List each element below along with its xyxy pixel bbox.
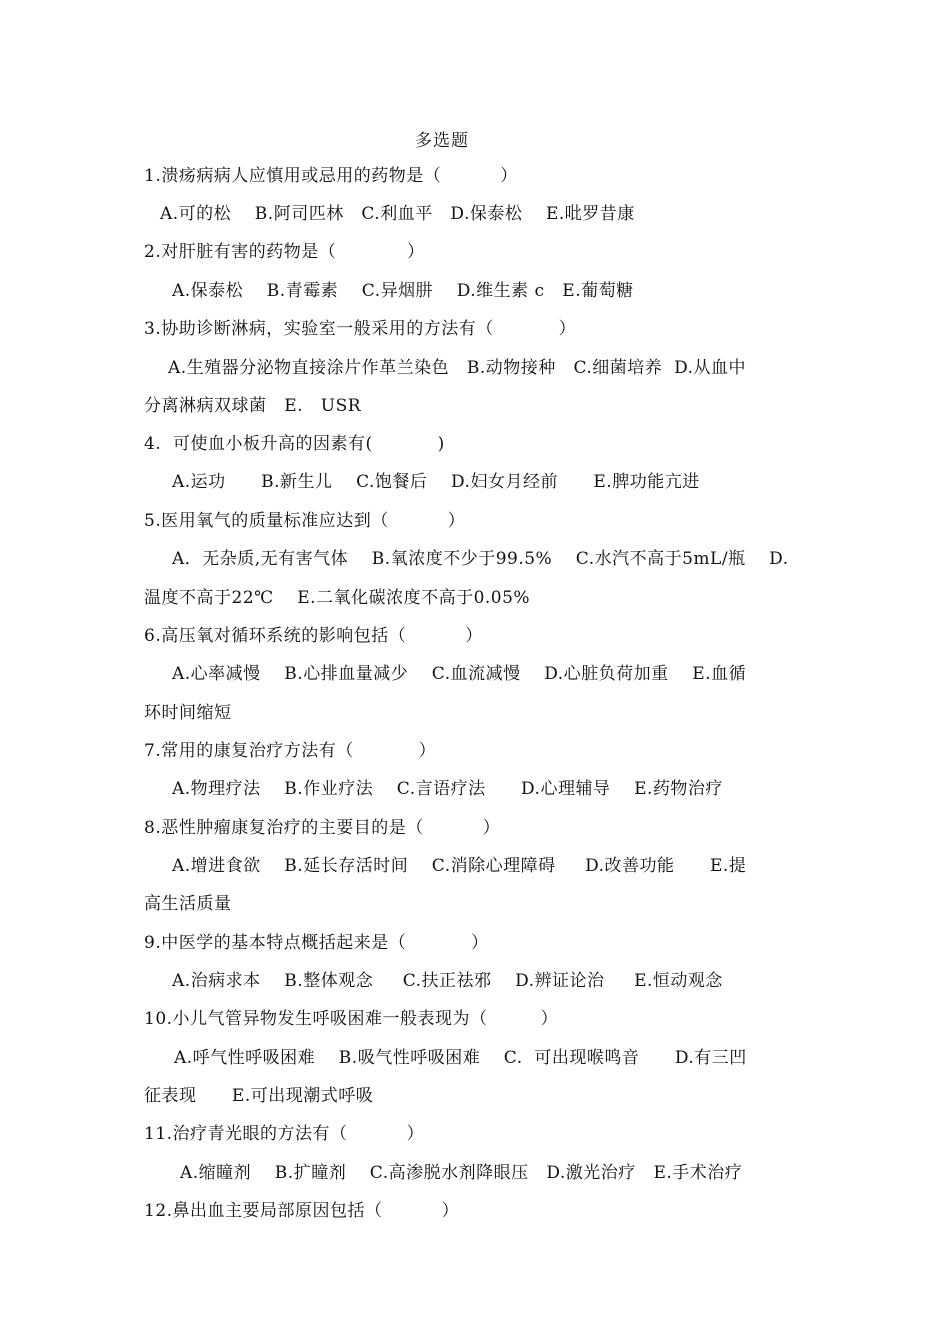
question-10-options: A.呼气性呼吸困难 B.吸气性呼吸困难 C. 可出现喉鸣音 D.有三凹 bbox=[174, 1048, 747, 1068]
question-8-options-cont: 高生活质量 bbox=[144, 894, 232, 914]
question-2: 2.对肝脏有害的药物是（ ） bbox=[144, 242, 425, 262]
question-4: 4. 可使血小板升高的因素有( ) bbox=[144, 434, 445, 454]
question-3-options: A.生殖器分泌物直接涂片作革兰染色 B.动物接种 C.细菌培养 D.从血中 bbox=[168, 358, 747, 378]
question-11-options: A.缩瞳剂 B.扩瞳剂 C.高渗脱水剂降眼压 D.激光治疗 E.手术治疗 bbox=[180, 1163, 743, 1183]
question-5: 5.医用氧气的质量标准应达到（ ） bbox=[144, 511, 466, 531]
question-7-options: A.物理疗法 B.作业疗法 C.言语疗法 D.心理辅导 E.药物治疗 bbox=[172, 779, 723, 799]
question-2-options: A.保泰松 B.青霉素 C.异烟肼 D.维生素 c E.葡萄糖 bbox=[172, 281, 634, 301]
question-4-options: A.运功 B.新生儿 C.饱餐后 D.妇女月经前 E.脾功能亢进 bbox=[172, 472, 700, 492]
page-title: 多选题 bbox=[415, 131, 469, 151]
question-3: 3.协助诊断淋病，实验室一般采用的方法有（ ） bbox=[144, 319, 577, 339]
question-10-options-cont: 征表现 E.可出现潮式呼吸 bbox=[144, 1086, 374, 1106]
question-12: 12.鼻出血主要局部原因包括（ ） bbox=[144, 1201, 460, 1221]
question-9-options: A.治病求本 B.整体观念 C.扶正祛邪 D.辨证论治 E.恒动观念 bbox=[172, 971, 723, 991]
question-1-options: A.可的松 B.阿司匹林 C.利血平 D.保泰松 E.吡罗昔康 bbox=[160, 204, 635, 224]
question-7: 7.常用的康复治疗方法有（ ） bbox=[144, 741, 437, 761]
question-9: 9.中医学的基本特点概括起来是（ ） bbox=[144, 933, 489, 953]
question-8-options: A.增进食欲 B.延长存活时间 C.消除心理障碍 D.改善功能 E.提 bbox=[172, 856, 747, 876]
question-8: 8.恶性肿瘤康复治疗的主要目的是（ ） bbox=[144, 818, 501, 838]
question-10: 10.小儿气管异物发生呼吸困难一般表现为（ ） bbox=[144, 1009, 559, 1029]
question-6: 6.高压氧对循环系统的影响包括（ ） bbox=[144, 626, 483, 646]
question-6-options-cont: 环时间缩短 bbox=[144, 703, 232, 723]
question-3-options-cont: 分离淋病双球菌 E. USR bbox=[144, 396, 362, 416]
question-6-options: A.心率减慢 B.心排血量减少 C.血流减慢 D.心脏负荷加重 E.血循 bbox=[172, 664, 747, 684]
question-1: 1.溃疡病病人应慎用或忌用的药物是（ ） bbox=[144, 166, 518, 186]
question-5-options: A．无杂质,无有害气体 B.氧浓度不少于99.5% C.水汽不高于5mL/瓶 D. bbox=[172, 549, 789, 569]
question-5-options-cont: 温度不高于22℃ E.二氧化碳浓度不高于0.05% bbox=[144, 588, 531, 608]
question-11: 11.治疗青光眼的方法有（ ） bbox=[144, 1124, 425, 1144]
